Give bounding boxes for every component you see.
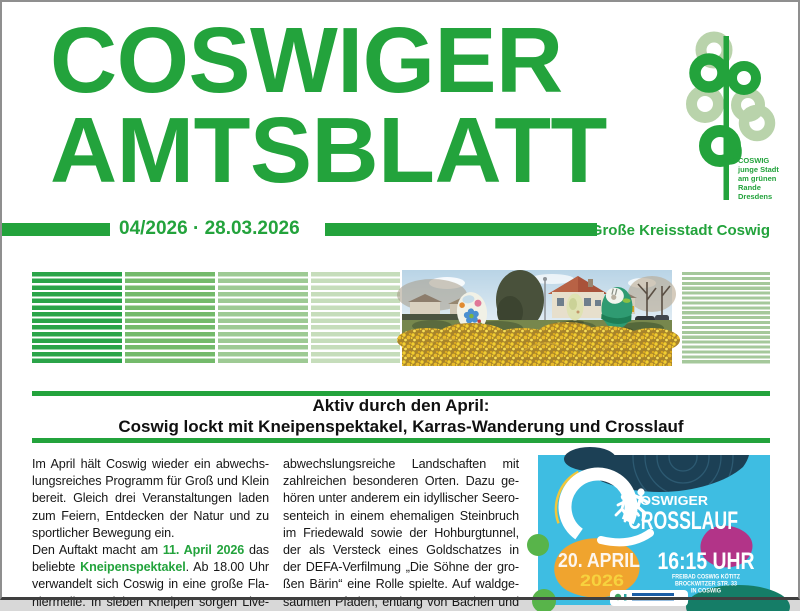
poster-year: 2026 bbox=[580, 571, 624, 590]
headline-rule-bottom bbox=[32, 438, 770, 443]
dateline-bar-left bbox=[2, 223, 110, 236]
stripe-block-2 bbox=[125, 272, 215, 365]
logo-ring-light bbox=[744, 110, 770, 136]
poster-time: 16:15 UHR bbox=[657, 548, 755, 575]
poster-venue-line2: BROCKWITZER STR. 33 bbox=[675, 580, 738, 588]
masthead-title-line1: COSWIGER bbox=[50, 8, 563, 112]
caption-line: Rande bbox=[738, 183, 761, 192]
stripe-block-right bbox=[682, 272, 770, 365]
article-column-1 bbox=[32, 456, 269, 611]
masthead-title-line2: AMTSBLATT bbox=[50, 98, 607, 202]
headline-line2: Coswig lockt mit Kneipenspektakel, Karras-Wanderung und Crosslauf bbox=[118, 417, 684, 436]
stripe-block-4 bbox=[311, 272, 400, 365]
logo-ring-light bbox=[692, 91, 719, 118]
article-line: Im April hält Coswig wieder ein abwechs- bbox=[32, 457, 269, 471]
masthead-title bbox=[50, 8, 607, 202]
caption-line: Dresdens bbox=[738, 192, 773, 201]
sponsor-logos-strip bbox=[610, 590, 688, 606]
poster-venue-line1: FREIBAD COSWIG KÖTITZ bbox=[672, 573, 756, 581]
article-line: der DEFA-Verfilmung „Die Söhne der gro- bbox=[283, 560, 519, 575]
painted-egg-pale bbox=[567, 294, 584, 321]
article-line: verwandelt sich Coswig in eine große Fla- bbox=[32, 577, 269, 592]
article-line: hören unter anderem ein idyllischer Seero- bbox=[283, 491, 519, 506]
poster-green-blob bbox=[527, 534, 549, 556]
article-line: säumten Pfaden, entlang von Bächen und bbox=[283, 594, 519, 609]
logo-trunk bbox=[724, 36, 730, 200]
article-line: abwechslungsreiche Landschaften mit bbox=[283, 457, 519, 471]
issue-date: 04/2026 · 28.03.2026 bbox=[119, 218, 300, 239]
article-line: zahlreichen besonderen Orten. Dazu ge- bbox=[283, 474, 519, 489]
article-line: lungsreiches Programm für Groß und Klein bbox=[32, 474, 269, 489]
crosslauf-poster bbox=[538, 455, 770, 605]
article-line: der als Versteck eines Goldschatzes in bbox=[283, 542, 519, 557]
logo-caption bbox=[738, 156, 780, 201]
article-line: senteich in einem ehemaligen Steinbruch bbox=[283, 508, 519, 523]
article-headline bbox=[32, 395, 770, 437]
caption-line: COSWIG bbox=[738, 156, 770, 165]
article-column-2 bbox=[283, 456, 519, 611]
article-line: bereit. Gleich drei Veranstaltungen laden bbox=[32, 491, 269, 506]
headline-line1: Aktiv durch den April: bbox=[312, 396, 490, 415]
city-label: Große Kreisstadt Coswig bbox=[590, 222, 770, 239]
article-line: niermeile. In sieben Kneipen sorgen Live- bbox=[32, 594, 269, 609]
poster-date: 20. APRIL bbox=[558, 550, 640, 572]
logo-ring-dark bbox=[695, 59, 723, 87]
easter-eggs-photo bbox=[402, 270, 672, 366]
article-line: ßen Bärin“ eine Rolle spielte. Auf waldge- bbox=[283, 577, 519, 592]
logo-ring-dark bbox=[705, 131, 735, 161]
stripe-block-1 bbox=[32, 272, 122, 365]
article-line: im Friedewald sowie der Hohburgtunnel, bbox=[283, 525, 519, 540]
poster-title-line1: COSWIGER bbox=[630, 493, 709, 508]
article-line: sportlicher Bewegung ein. bbox=[32, 525, 175, 540]
caption-line: am grünen bbox=[738, 174, 777, 183]
article-line: zum Feiern, Entdecken der Natur und zu bbox=[32, 508, 269, 523]
caption-line: junge Stadt bbox=[738, 165, 779, 174]
poster-title-line2: CROSSLAUF bbox=[628, 507, 738, 535]
article-line: Den Auftakt macht am 11. April 2026 das bbox=[32, 542, 269, 557]
poster-venue-line3: IN COSWIG bbox=[691, 587, 721, 595]
dateline-bar-mid bbox=[325, 223, 597, 236]
logo-ring-dark bbox=[732, 66, 756, 90]
article-line: beliebte Kneipenspektakel. Ab 18.00 Uhr bbox=[32, 560, 269, 575]
stripe-block-3 bbox=[218, 272, 308, 365]
